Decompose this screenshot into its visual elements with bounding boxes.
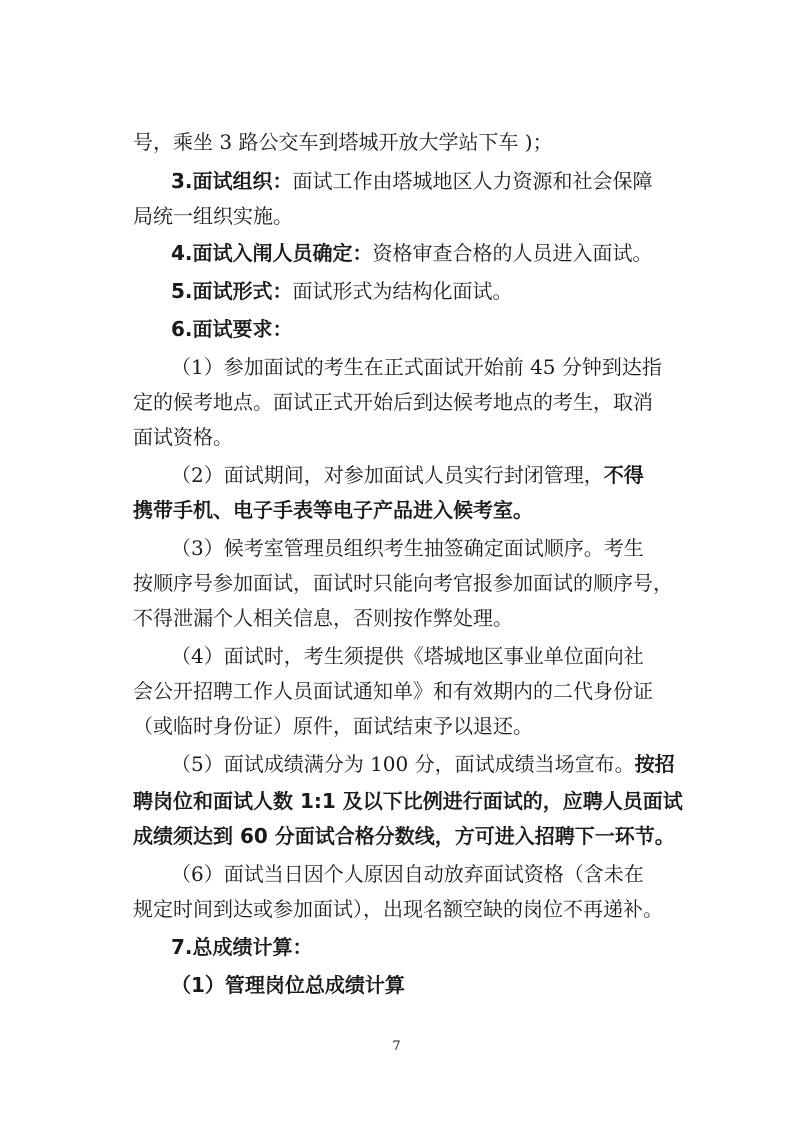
body-text-span: （6）面试当日因个人原因自动放弃面试资格（含未在: [171, 862, 644, 886]
bold-text: 3.面试组织：: [171, 169, 293, 193]
body-text-span: （或临时身份证）原件，面试结束予以退还。: [133, 714, 533, 738]
text-line: [171, 970, 793, 1000]
body-text-span: 资格审查合格的人员进入面试。: [372, 241, 653, 265]
bold-text: 聘岗位和面试人数 1:1 及以下比例进行面试的，应聘人员面试: [133, 789, 683, 813]
bold-text: 携带手机、电子手表等电子产品进入候考室。: [133, 498, 533, 522]
body-text-span: 定的候考地点。面试正式开始后到达候考地点的考生，取消: [133, 390, 653, 414]
bold-text: 成绩须达到 60 分面试合格分数线，方可进入招聘下一环节。: [133, 824, 675, 848]
text-line: [133, 422, 793, 452]
body-text-span: （5）面试成绩满分为 100 分，面试成绩当场宣布。: [171, 752, 635, 776]
text-line: [171, 166, 793, 196]
body-text-span: （1）参加面试的考生在正式面试开始前 45 分钟到达指: [171, 355, 662, 379]
text-line: [133, 495, 793, 525]
text-line: [171, 276, 793, 306]
body-text-span: 会公开招聘工作人员面试通知单》和有效期内的二代身份证: [133, 679, 653, 703]
text-line: [133, 711, 793, 741]
body-text-span: 面试工作由塔城地区人力资源和社会保障: [292, 169, 653, 193]
body-text-span: 按顺序号参加面试，面试时只能向考官报参加面试的顺序号，: [133, 571, 673, 595]
text-line: [133, 201, 793, 231]
bold-text: 5.面试形式：: [171, 279, 293, 303]
text-line: [133, 387, 793, 417]
bold-text: 按招: [634, 752, 675, 776]
text-line: [171, 238, 793, 268]
body-text-span: 不得泄漏个人相关信息，否则按作弊处理。: [133, 606, 513, 630]
text-line: [171, 352, 793, 382]
text-line: [133, 786, 793, 816]
text-line: [171, 314, 793, 344]
body-text-span: 局统一组织实施。: [133, 204, 293, 228]
body-text-span: （3）候考室管理员组织考生抽签确定面试顺序。考生: [171, 536, 644, 560]
text-line: [133, 127, 793, 157]
body-text-span: 规定时间到达或参加面试），出现名额空缺的岗位不再递补。: [133, 897, 663, 921]
text-line: [171, 533, 793, 563]
text-line: [171, 749, 793, 779]
text-line: [133, 603, 793, 633]
body-text-span: 面试形式为结构化面试。: [292, 279, 513, 303]
bold-text: 7.总成绩计算：: [171, 935, 313, 959]
page-number: 7: [392, 1039, 401, 1054]
bold-text: 不得: [603, 463, 644, 487]
text-line: [171, 641, 793, 671]
body-text-span: 面试资格。: [133, 425, 233, 449]
text-line: [171, 932, 793, 962]
body-text-span: （4）面试时，考生须提供《塔城地区事业单位面向社: [171, 644, 644, 668]
text-line: [133, 894, 793, 924]
text-line: [133, 676, 793, 706]
text-line: [171, 859, 793, 889]
text-line: [133, 568, 793, 598]
body-text-span: （2）面试期间，对参加面试人员实行封闭管理，: [171, 463, 604, 487]
bold-text: 6.面试要求：: [171, 317, 293, 341]
bold-text: 4.面试入闱人员确定：: [171, 241, 373, 265]
body-text-span: 号，乘坐 3 路公交车到塔城开放大学站下车 )；: [133, 130, 553, 154]
bold-text: （1）管理岗位总成绩计算: [171, 973, 405, 997]
text-line: [133, 821, 793, 851]
text-line: [171, 460, 793, 490]
